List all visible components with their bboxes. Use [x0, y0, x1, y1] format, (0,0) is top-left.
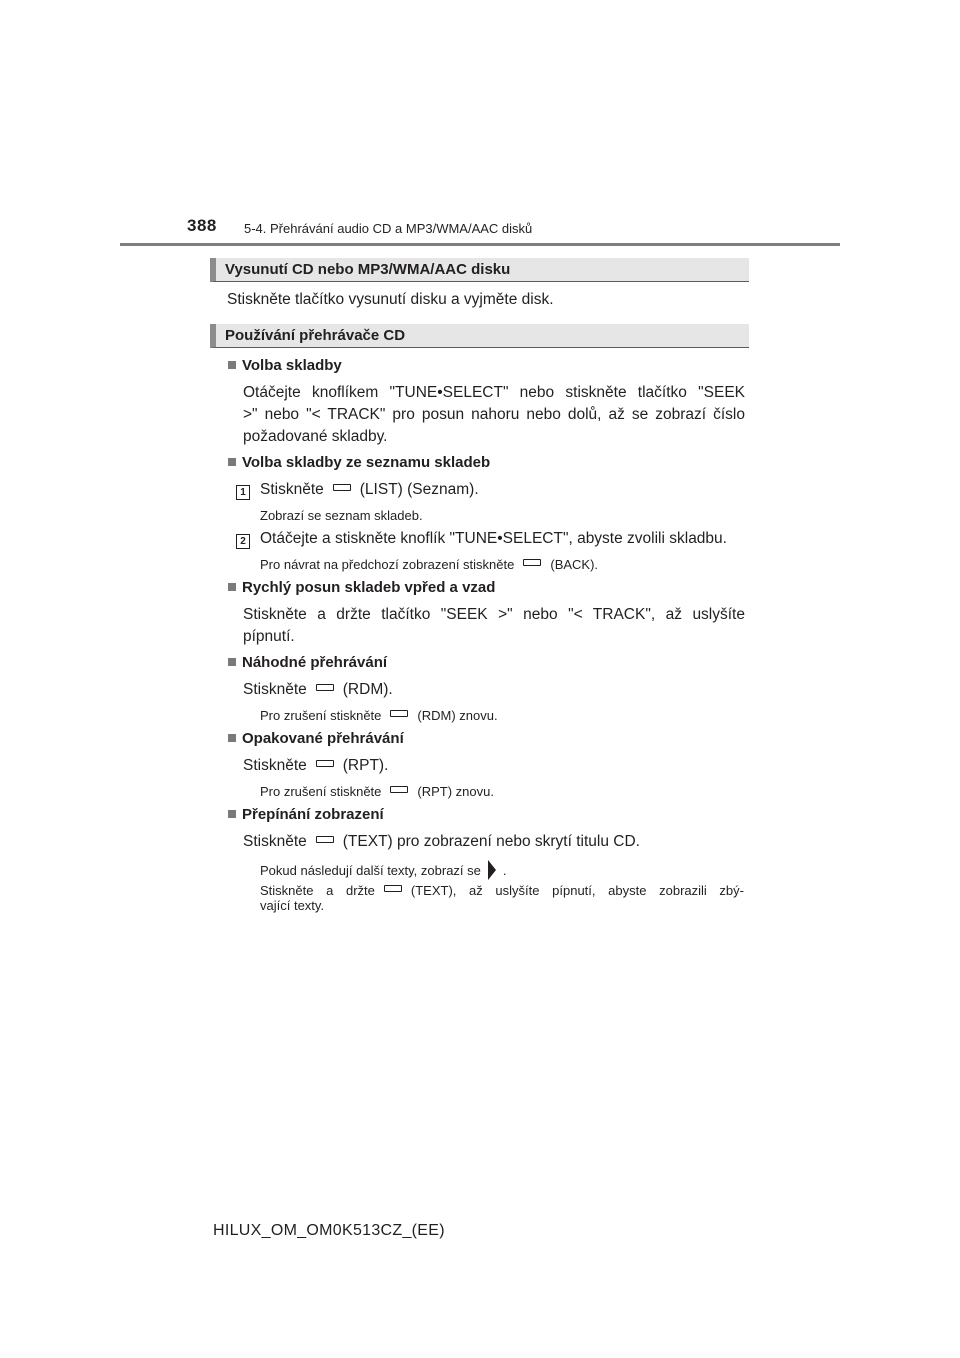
square-bullet-icon	[228, 458, 236, 466]
random-text: Stiskněte (RDM).	[243, 681, 393, 698]
text-button-icon	[384, 885, 402, 892]
step-2-text: Otáčejte a stiskněte knoflík "TUNE•SELECT", abyste zvolili skladbu.	[260, 530, 727, 547]
step-number-2: 2	[236, 531, 250, 549]
square-bullet-icon	[228, 734, 236, 742]
rdm-button-icon	[390, 710, 408, 717]
section-heading-player	[210, 324, 749, 348]
square-bullet-icon	[228, 361, 236, 369]
header-rule	[120, 243, 840, 246]
list-button-icon	[333, 484, 351, 491]
fast-seek-text: Stiskněte a držte tlačítko "SEEK >" nebo "< TRACK", až uslyšíte pípnutí.	[243, 606, 745, 645]
subheading-track-list: Volba skladby ze seznamu skladeb	[228, 454, 490, 471]
track-select-text: Otáčejte knoflíkem "TUNE•SELECT" nebo stiskněte tlačítko "SEEK >" nebo "< TRACK" pro posun nahoru nebo dolů, až se zobrazí číslo požadované skladby.	[243, 384, 745, 445]
rpt-button-icon	[316, 760, 334, 767]
text-button-icon	[316, 836, 334, 843]
display-note-1: Pokud následují další texty, zobrazí se .	[260, 860, 507, 880]
step-1-note: Zobrazí se seznam skladeb.	[260, 508, 423, 523]
display-text: Stiskněte (TEXT) pro zobrazení nebo skrytí titulu CD.	[243, 833, 640, 850]
square-bullet-icon	[228, 810, 236, 818]
section-heading-eject	[210, 258, 749, 282]
subheading-display: Přepínání zobrazení	[228, 806, 384, 823]
eject-instruction: Stiskněte tlačítko vysunutí disku a vyjměte disk.	[227, 291, 554, 308]
rdm-button-icon	[316, 684, 334, 691]
square-bullet-icon	[228, 583, 236, 591]
step-number-1: 1	[236, 482, 250, 500]
subheading-fast-seek: Rychlý posun skladeb vpřed a vzad	[228, 579, 495, 596]
section-heading-eject-label: Vysunutí CD nebo MP3/WMA/AAC disku	[225, 261, 511, 278]
rpt-button-icon	[390, 786, 408, 793]
section-heading-player-label: Používání přehrávače CD	[225, 327, 406, 344]
subheading-repeat: Opakované přehrávání	[228, 730, 404, 747]
section-path: 5-4. Přehrávání audio CD a MP3/WMA/AAC disků	[244, 221, 533, 236]
document-code: HILUX_OM_OM0K513CZ_(EE)	[213, 1222, 445, 1239]
subheading-random: Náhodné přehrávání	[228, 654, 387, 671]
page-number: 388	[187, 216, 217, 235]
right-arrow-icon	[488, 860, 496, 880]
subheading-track-select: Volba skladby	[228, 357, 342, 374]
repeat-text: Stiskněte (RPT).	[243, 757, 389, 774]
step-2-note: Pro návrat na předchozí zobrazení stiskněte (BACK).	[260, 557, 599, 572]
square-bullet-icon	[228, 658, 236, 666]
display-note-2: Stiskněte a držte (TEXT), až uslyšíte pípnutí, abyste zobrazili zbý- vající texty.	[260, 883, 744, 913]
repeat-note: Pro zrušení stiskněte (RPT) znovu.	[260, 784, 494, 799]
random-note: Pro zrušení stiskněte (RDM) znovu.	[260, 708, 498, 723]
back-button-icon	[523, 559, 541, 566]
step-1-text: Stiskněte (LIST) (Seznam).	[260, 481, 479, 498]
